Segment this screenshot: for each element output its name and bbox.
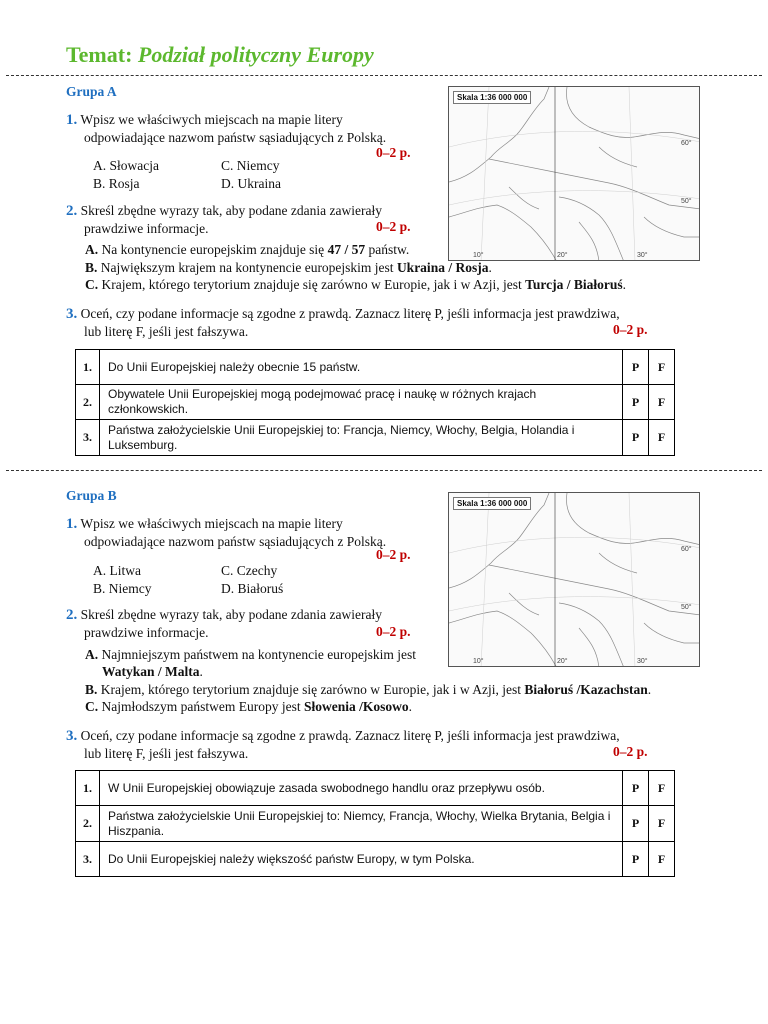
task-b1-line2: odpowiadające nazwom państw sąsiadujących z Polską. bbox=[84, 534, 387, 549]
table-row: 3. Do Unii Europejskiej należy większość państw Europy, w tym Polska. P F bbox=[76, 842, 675, 877]
task-a1-number: 1. bbox=[66, 112, 78, 128]
option-pair: 47 / 57 bbox=[327, 242, 366, 257]
true-false-table-a bbox=[75, 349, 675, 456]
true-false-table-b bbox=[75, 770, 675, 877]
table-row: 2. Obywatele Unii Europejskiej mogą podejmować pracę i naukę w różnych krajach członkowskich. P F bbox=[76, 385, 675, 420]
map-a-lat50: 50° bbox=[681, 198, 692, 205]
task-b1-points: 0–2 p. bbox=[376, 547, 411, 562]
option-d: D. Ukraina bbox=[221, 176, 281, 191]
map-a-lon30: 30° bbox=[637, 252, 648, 259]
task-b2-sentence-a: A. Najmniejszym państwem na kontynencie europejskim jest bbox=[85, 647, 417, 662]
group-b-label: Grupa B bbox=[66, 488, 117, 503]
task-b1-options bbox=[93, 562, 283, 598]
true-option[interactable]: P bbox=[623, 842, 649, 877]
map-b-lon20: 20° bbox=[557, 658, 568, 665]
task-a2-line2: prawdziwe informacje. bbox=[84, 221, 209, 236]
task-b2-number: 2. bbox=[66, 607, 78, 623]
task-a2-points: 0–2 p. bbox=[376, 219, 411, 234]
map-a-scale: Skala 1:36 000 000 bbox=[453, 91, 531, 104]
option-a: A. Słowacja bbox=[93, 158, 159, 173]
task-a3 bbox=[66, 305, 620, 340]
task-b3-line2: lub literę F, jeśli jest fałszywa. bbox=[84, 746, 249, 761]
true-option[interactable]: P bbox=[623, 420, 649, 456]
option-d: D. Białoruś bbox=[221, 581, 284, 596]
map-b-lat60: 60° bbox=[681, 546, 692, 553]
task-a1-options bbox=[93, 157, 281, 193]
task-a2 bbox=[66, 202, 382, 237]
map-europe-group-a bbox=[448, 86, 700, 261]
task-a2-sentence-c: C. Krajem, którego terytorium znajduje się zarówno w Europie, jak i w Azji, jest Turcja / Białoruś. bbox=[85, 277, 627, 292]
task-b2-sentence-b: B. Krajem, którego terytorium znajduje się zarówno w Europie, jak i w Azji, jest Białoruś /Kazachstan. bbox=[85, 682, 652, 697]
task-b1 bbox=[66, 515, 386, 550]
top-separator bbox=[6, 75, 762, 76]
task-b2-points: 0–2 p. bbox=[376, 624, 411, 639]
false-option[interactable]: F bbox=[649, 842, 675, 877]
table-row: 3. Państwa założycielskie Unii Europejskiej to: Francja, Niemcy, Włochy, Belgia, Holandia i Luksemburg. P F bbox=[76, 420, 675, 456]
map-b-lat50: 50° bbox=[681, 604, 692, 611]
group-a-label: Grupa A bbox=[66, 84, 117, 99]
true-option[interactable]: P bbox=[623, 350, 649, 385]
task-b2-sentence-a-answer: Watykan / Malta. bbox=[102, 664, 203, 679]
map-b-lon30: 30° bbox=[637, 658, 648, 665]
task-b2-sentence-c: C. Najmłodszym państwem Europy jest Słowenia /Kosowo. bbox=[85, 699, 412, 714]
option-pair: Ukraina / Rosja bbox=[396, 260, 489, 275]
middle-separator bbox=[6, 470, 762, 471]
task-a1-line1: Wpisz we właściwych miejscach na mapie litery bbox=[80, 112, 343, 127]
page-title bbox=[66, 42, 374, 68]
task-a2-sentence-b: B. Największym krajem na kontynencie europejskim jest Ukraina / Rosja. bbox=[85, 260, 492, 275]
table-row: 2. Państwa założycielskie Unii Europejskiej to: Niemcy, Francja, Włochy, Wielka Brytania, Belgia i Hiszpania. P F bbox=[76, 806, 675, 842]
option-pair: Turcja / Białoruś bbox=[525, 277, 623, 292]
task-b3-points: 0–2 p. bbox=[613, 744, 648, 759]
map-outline-b bbox=[449, 493, 700, 667]
option-b: B. Niemcy bbox=[93, 581, 152, 596]
task-a1 bbox=[66, 111, 386, 146]
task-a2-line1: Skreśl zbędne wyrazy tak, aby podane zdania zawierały bbox=[80, 203, 382, 218]
task-a1-line2: odpowiadające nazwom państw sąsiadujących z Polską. bbox=[84, 130, 387, 145]
title-prefix: Temat: bbox=[66, 42, 133, 67]
table-row: 1. W Unii Europejskiej obowiązuje zasada swobodnego handlu oraz przepływu osób. P F bbox=[76, 771, 675, 806]
task-a2-number: 2. bbox=[66, 203, 78, 219]
task-b3-number: 3. bbox=[66, 728, 78, 744]
task-a3-line1: Oceń, czy podane informacje są zgodne z prawdą. Zaznacz literę P, jeśli informacja jest prawdziwa, bbox=[80, 306, 620, 321]
option-pair: Watykan / Malta bbox=[102, 664, 200, 679]
true-option[interactable]: P bbox=[623, 771, 649, 806]
true-option[interactable]: P bbox=[623, 806, 649, 842]
false-option[interactable]: F bbox=[649, 771, 675, 806]
task-a1-points: 0–2 p. bbox=[376, 145, 411, 160]
option-c: C. Niemcy bbox=[221, 158, 280, 173]
task-b1-line1: Wpisz we właściwych miejscach na mapie litery bbox=[80, 516, 343, 531]
table-row: 1. Do Unii Europejskiej należy obecnie 15 państw. P F bbox=[76, 350, 675, 385]
map-a-lat60: 60° bbox=[681, 140, 692, 147]
task-b3 bbox=[66, 727, 620, 762]
option-a: A. Litwa bbox=[93, 563, 141, 578]
option-b: B. Rosja bbox=[93, 176, 140, 191]
task-a2-sentence-a: A. Na kontynencie europejskim znajduje się 47 / 57 państw. bbox=[85, 242, 410, 257]
false-option[interactable]: F bbox=[649, 350, 675, 385]
map-outline-a bbox=[449, 87, 700, 261]
task-b3-line1: Oceń, czy podane informacje są zgodne z prawdą. Zaznacz literę P, jeśli informacja jest prawdziwa, bbox=[80, 728, 620, 743]
false-option[interactable]: F bbox=[649, 806, 675, 842]
map-a-lon20: 20° bbox=[557, 252, 568, 259]
task-a3-points: 0–2 p. bbox=[613, 322, 648, 337]
false-option[interactable]: F bbox=[649, 420, 675, 456]
map-b-lon10: 10° bbox=[473, 658, 484, 665]
option-pair: Słowenia /Kosowo bbox=[303, 699, 409, 714]
map-a-lon10: 10° bbox=[473, 252, 484, 259]
task-b2-line2: prawdziwe informacje. bbox=[84, 625, 209, 640]
option-pair: Białoruś /Kazachstan bbox=[524, 682, 648, 697]
option-c: C. Czechy bbox=[221, 563, 278, 578]
task-b2 bbox=[66, 606, 382, 641]
false-option[interactable]: F bbox=[649, 385, 675, 420]
task-a3-line2: lub literę F, jeśli jest fałszywa. bbox=[84, 324, 249, 339]
title-topic: Podział polityczny Europy bbox=[137, 42, 374, 67]
true-option[interactable]: P bbox=[623, 385, 649, 420]
map-b-scale: Skala 1:36 000 000 bbox=[453, 497, 531, 510]
task-b1-number: 1. bbox=[66, 516, 78, 532]
task-a3-number: 3. bbox=[66, 306, 78, 322]
map-europe-group-b bbox=[448, 492, 700, 667]
task-b2-line1: Skreśl zbędne wyrazy tak, aby podane zdania zawierały bbox=[80, 607, 382, 622]
